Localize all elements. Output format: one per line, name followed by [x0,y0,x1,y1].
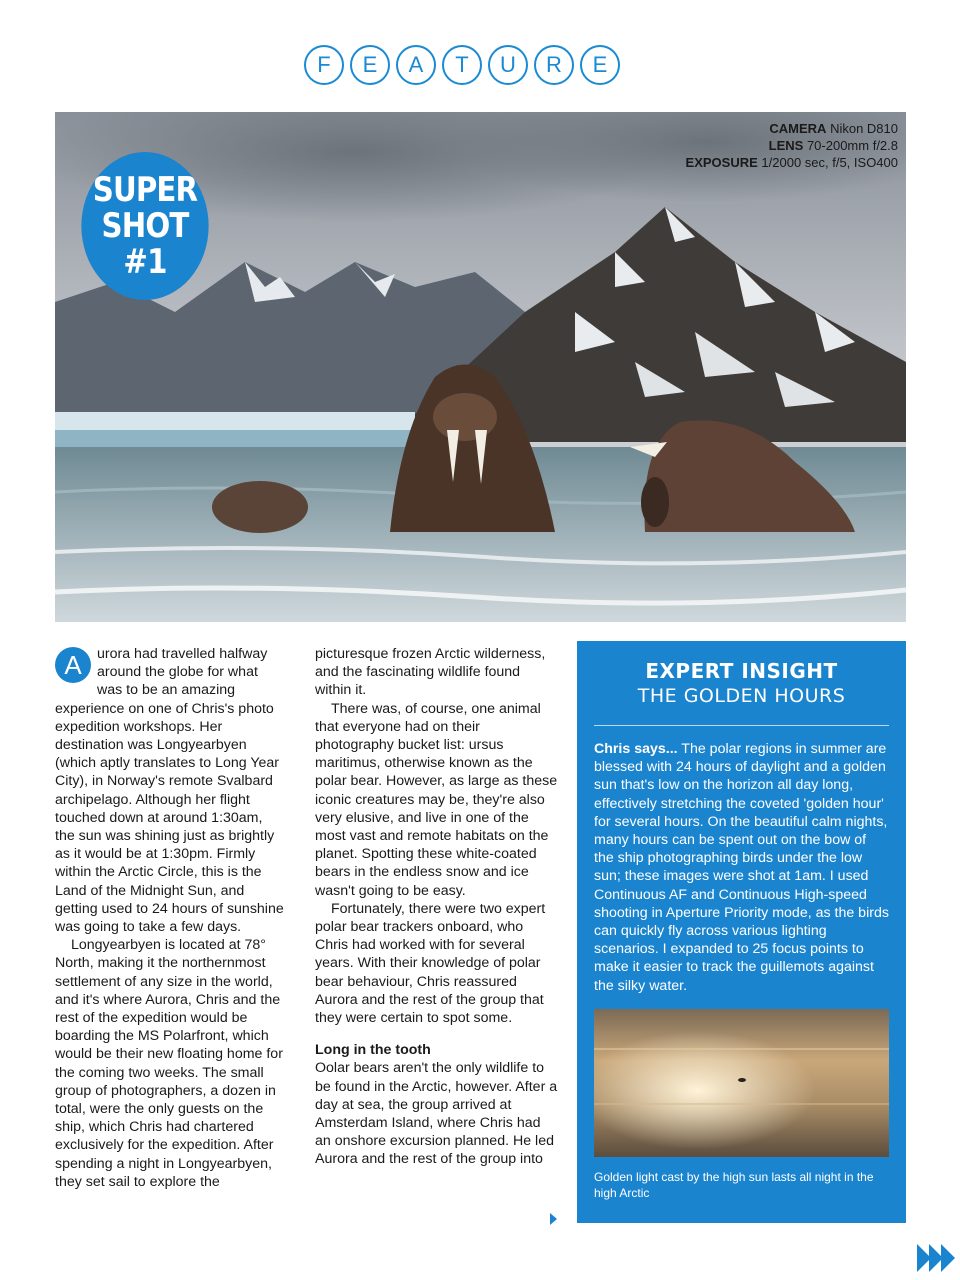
exposure-label: EXPOSURE [685,155,758,170]
next-page-arrows-icon [919,1244,955,1272]
box-text: The polar regions in summer are blessed with 24 hours of daylight and a golden sun that's low on the horizon all day long, effectively stretching the coveted 'golden hour' for several hours. On the beautiful calm nights, many hours can be spent out on the bow of the ship photographing birds under the low sun; these images were shot at 1am. I used Continuous AF and Continuous High-speed shooting in Aperture Priority mode, as the birds can quickly fly across various lighting scenarios. I expanded to 25 focus points to make it easier to track the guillemots against the silky water. [594,741,889,994]
paragraph: urora had travelled halfway around the globe for what was to be an amazing experience on one of Chris's photo expedition workshops. Her destination was Longyearbyen (which aptly translates to Long Year City), in Norway's remote Svalbard archipelago. Although her flight touched down at around 1:30am, the sun was shining just as brightly as it would be at 1:30pm. Firmly within the Arctic Circle, this is the Land of the Midnight Sun, and getting used to 24 hours of sunshine was going to take a few days. [55,646,284,936]
paragraph: picturesque frozen Arctic wilderness, and the fascinating wildlife found within it. [315,646,546,699]
box-lead: Chris says... [594,741,678,757]
paragraph: Fortunately, there were two expert polar bear trackers onboard, who Chris had worked with for several years. With their knowledge of polar bear behaviour, Chris reassured Aurora and the rest of the group that they were certain to spot some. [315,900,546,1027]
box-subtitle: THE GOLDEN HOURS [637,685,846,707]
expert-insight-box [577,641,906,1223]
article-column-2 [315,645,560,1169]
feature-letter: A [396,45,436,85]
camera-label: CAMERA [769,121,827,136]
box-body [594,740,889,995]
article-column-1 [55,645,285,1191]
exposure-value: 1/2000 sec, f/5, ISO400 [761,155,898,170]
feature-letter: E [350,45,390,85]
paragraph: Oolar bears aren't the only wildlife to be found in the Arctic, however. After a day at sea, the group arrived at Amsterdam Island, where Chris had an onshore excursion planned. He led Aurora and the rest of the group into [315,1060,558,1168]
exif-info [686,120,898,171]
photo-caption: Golden light cast by the high sun lasts all night in the high Arctic [594,1169,874,1200]
badge-line: #1 [123,242,167,282]
feature-letter: R [534,45,574,85]
feature-letter: E [580,45,620,85]
box-title: EXPERT INSIGHT [645,659,838,683]
paragraph: Longyearbyen is located at 78° North, making it the northernmost settlement of any size in the world, and it's where Aurora, Chris and the rest of the expedition would be boarding the MS Polarfront, which would be their new floating home for the coming two weeks. The small group of photographers, a dozen in total, were the only guests on the ship, which Chris had chartered exclusively for the expedition. After spending a night in Longyearbyen, they set sail to explore the [55,937,283,1190]
feature-letter: F [304,45,344,85]
hero-photo [55,112,906,622]
paragraph: There was, of course, one animal that everyone had on their photography bucket list: ursus maritimus, otherwise known as the polar bear. However, as large as these iconic creatures may be, they're also very elusive, and live in one of the most vast and remote habitats on the planet. Spotting these white-coated bears in the endless snow and ice wasn't going to be easy. [315,700,558,899]
subheading: Long in the tooth [315,1042,431,1059]
feature-letter: U [488,45,528,85]
lens-value: 70-200mm f/2.8 [806,138,898,153]
camera-value: Nikon D810 [830,121,898,136]
feature-header [304,45,620,85]
feature-letter: T [442,45,482,85]
lens-label: LENS [768,138,804,153]
continue-arrow-icon [550,1213,557,1225]
super-shot-badge [81,152,208,300]
divider [594,725,889,726]
drop-cap: A [55,647,91,683]
badge-line: SHOT [101,206,189,246]
golden-water-illustration [594,1009,889,1157]
golden-light-photo [594,1009,889,1157]
badge-line: SUPER [92,170,198,210]
